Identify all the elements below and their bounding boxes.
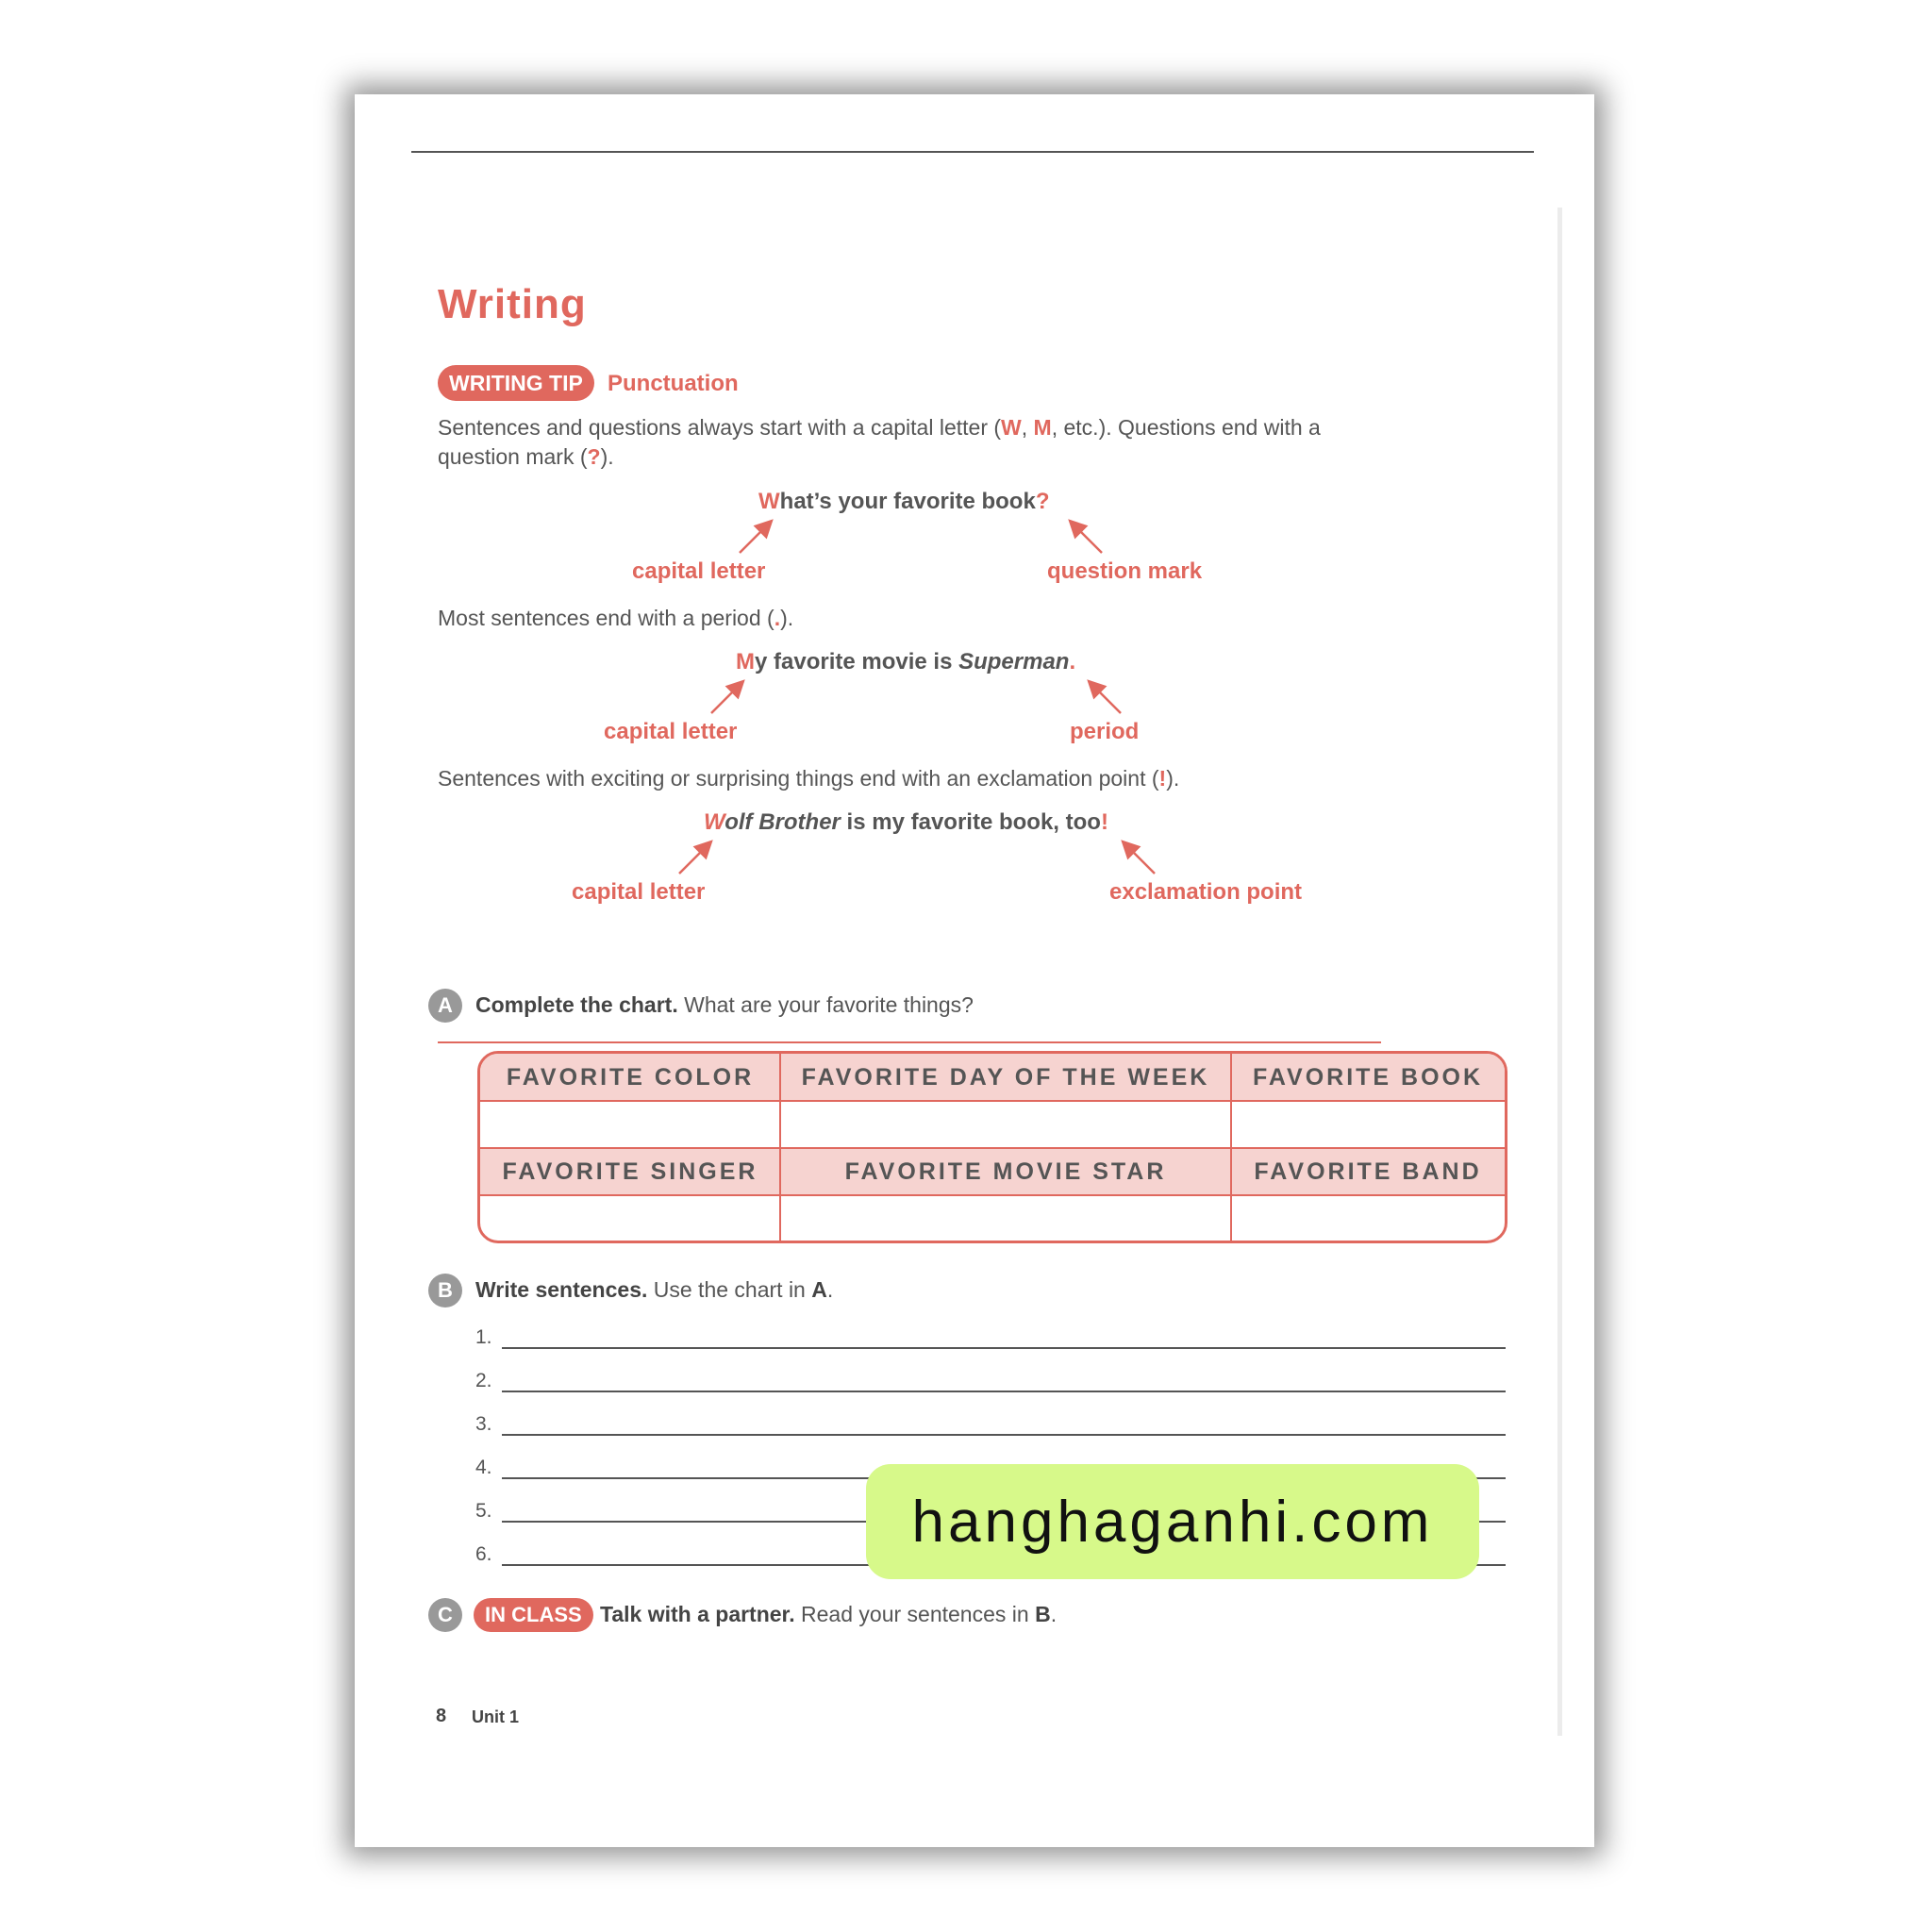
favorites-chart: [477, 1051, 1506, 1241]
chart-header-favorite-color: FAVORITE COLOR: [480, 1054, 780, 1101]
chart-answer-day[interactable]: [780, 1101, 1231, 1148]
tip-heading: Punctuation: [608, 371, 739, 396]
top-rule: [411, 151, 1534, 153]
chart-header-favorite-book: FAVORITE BOOK: [1231, 1054, 1505, 1101]
section-divider: [438, 1041, 1381, 1043]
label-capital-letter-3: capital letter: [572, 879, 706, 905]
example-sentence-2: My favorite movie is Superman.: [736, 649, 1076, 675]
in-class-badge: IN CLASS: [474, 1598, 593, 1632]
step-a-badge: A: [428, 989, 462, 1023]
writing-line[interactable]: [502, 1347, 1506, 1349]
line-number: 5.: [475, 1500, 492, 1522]
label-period: period: [1070, 719, 1140, 744]
chart-answer-book[interactable]: [1231, 1101, 1505, 1148]
step-c-badge: C: [428, 1598, 462, 1632]
chart-answer-band[interactable]: [1231, 1195, 1505, 1241]
arrow-capital-3: [679, 841, 711, 874]
section-title: Writing: [438, 281, 587, 327]
label-capital-letter-2: capital letter: [604, 719, 738, 744]
line-number: 6.: [475, 1543, 492, 1565]
chart-header-favorite-movie-star: FAVORITE MOVIE STAR: [780, 1148, 1231, 1195]
chart-answer-singer[interactable]: [480, 1195, 780, 1241]
chart-header-favorite-singer: FAVORITE SINGER: [480, 1148, 780, 1195]
workbook-page: [355, 94, 1594, 1847]
chart-border: [477, 1051, 1507, 1243]
label-capital-letter-1: capital letter: [632, 558, 766, 584]
arrow-question-mark: [1070, 521, 1102, 553]
label-exclamation-point: exclamation point: [1109, 879, 1303, 905]
section-c-instruction: Talk with a partner. Read your sentences in B.: [600, 1602, 1058, 1626]
arrow-capital-2: [711, 681, 743, 713]
chart-row-divider: [480, 1100, 1505, 1102]
chart-header-favorite-day: FAVORITE DAY OF THE WEEK: [780, 1054, 1231, 1101]
line-number: 3.: [475, 1413, 492, 1435]
chart-header-favorite-band: FAVORITE BAND: [1231, 1148, 1505, 1195]
annotation-arrows: [355, 94, 1594, 1847]
chart-answer-color[interactable]: [480, 1101, 780, 1148]
arrow-exclamation: [1123, 841, 1155, 874]
arrow-capital-1: [740, 521, 772, 553]
example-sentence-1: What’s your favorite book?: [758, 489, 1050, 514]
writing-line[interactable]: [502, 1391, 1506, 1392]
section-b-instruction: Write sentences. Use the chart in A.: [475, 1277, 834, 1302]
line-number: 1.: [475, 1326, 492, 1348]
watermark-banner: hanghaganhi.com: [866, 1464, 1479, 1579]
writing-tip-badge: WRITING TIP: [438, 365, 594, 401]
scan-edge: [1557, 208, 1562, 1736]
tip-paragraph-3: Sentences with exciting or surprising things end with an exclamation point (!).: [438, 766, 1180, 791]
chart-row-divider: [480, 1147, 1505, 1149]
tip-paragraph-1: Sentences and questions always start with a capital letter (W, M, etc.). Questions end with a question mark (?).: [438, 415, 1321, 469]
chart-answer-movie-star[interactable]: [780, 1195, 1231, 1241]
writing-line[interactable]: [502, 1434, 1506, 1436]
unit-label: Unit 1: [472, 1707, 520, 1726]
example-sentence-3: Wolf Brother is my favorite book, too!: [704, 809, 1108, 835]
line-number: 2.: [475, 1370, 492, 1391]
label-question-mark: question mark: [1047, 558, 1203, 584]
step-b-badge: B: [428, 1274, 462, 1307]
arrow-period: [1089, 681, 1121, 713]
line-number: 4.: [475, 1457, 492, 1478]
section-a-instruction: Complete the chart. What are your favorite things?: [475, 992, 974, 1017]
page-number: 8: [436, 1706, 447, 1726]
tip-paragraph-2: Most sentences end with a period (.).: [438, 606, 794, 630]
chart-row-divider: [480, 1194, 1505, 1196]
